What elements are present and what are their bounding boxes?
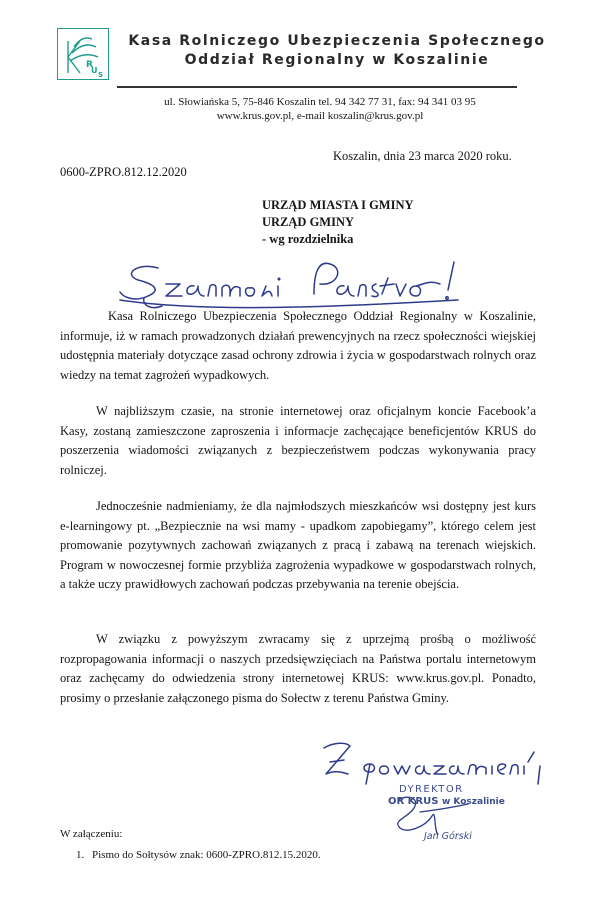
recipient-line: URZĄD GMINY	[262, 215, 355, 229]
branch-name: Oddział Regionalny w Koszalinie	[184, 52, 490, 68]
stamp-role: DYREKTOR	[399, 784, 464, 795]
attachments-list	[76, 849, 321, 861]
body-paragraph: Kasa Rolniczego Ubezpieczenia Społecznego Oddział Regionalny w Koszalinie, informuje, iż w ramach prowadzonych działań prewencyjnych na rzecz społeczności wiejskiej udostępnia materiały dotyczące zasad ochrony zdrowia i życia w gospodarstwach rolnych oraz wiedzy na temat zagrożeń wypadkowych.	[60, 309, 536, 382]
stamp-org-suffix: w Koszalinie	[441, 797, 505, 807]
contact-line: www.krus.gov.pl, e-mail koszalin@krus.gov.pl	[216, 110, 424, 122]
stamp-org-prefix: OR KRUS	[388, 796, 439, 807]
attachments-label: W załączeniu:	[60, 828, 123, 840]
reference-number: 0600-ZPRO.812.12.2020	[60, 165, 187, 179]
handwritten-closing	[320, 738, 560, 788]
svg-text:U: U	[91, 66, 98, 75]
handwritten-greeting	[118, 254, 468, 312]
svg-text:S: S	[98, 71, 104, 78]
svg-text:R: R	[86, 60, 93, 70]
list-item	[76, 849, 321, 861]
recipient-line: URZĄD MIASTA I GMINY	[262, 198, 414, 212]
director-stamp	[388, 784, 505, 808]
body-paragraph: W najbliższym czasie, na stronie internetowej oraz oficjalnym koncie Facebook’a Kasy, zostaną zamieszczone zaproszenia i informacje zachęcające beneficjentów KRUS do poszerzenia wiadomości związanych z bezpieczeństwem podczas wykonywania pracy rolniczej.	[60, 404, 536, 477]
attachment-text: Pismo do Sołtysów znak: 0600-ZPRO.812.15.2020.	[92, 849, 321, 861]
letter-date: Koszalin, dnia 23 marca 2020 roku.	[333, 149, 512, 163]
header-address	[100, 95, 540, 123]
attachment-number: 1.	[76, 849, 85, 861]
recipients-block	[262, 197, 414, 248]
header-divider	[117, 86, 517, 88]
stamp-name: Jan Górski	[424, 831, 472, 842]
body-paragraph: Jednocześnie nadmieniamy, że dla najmłodszych mieszkańców wsi dostępny jest kurs e-learningowy pt. „Bezpiecznie na wsi mamy - upadkom zapobiegamy”, którego celem jest promowanie pozytywnych zachowań związanych z pracą i zabawą na terenach wiejskich. Program w nowoczesnej formie przybliża zagrożenia wypadkowe w gospodarstwach rolnych, a także uczy prawidłowych zachowań podczas przebywania na terenie obejścia.	[60, 499, 536, 592]
body-paragraph: W związku z powyższym zwracamy się z uprzejmą prośbą o możliwość rozpropagowania informacji o naszych przedsięwzięciach na Państwa portalu internetowym oraz zachęcamy do odwiedzenia strony internetowej KRUS: www.krus.gov.pl. Ponadto, prosimy o przesłanie załączonego pisma do Sołectw z terenu Państwa Gminy.	[60, 632, 536, 705]
krus-logo-icon	[57, 28, 109, 80]
institution-name: Kasa Rolniczego Ubezpieczenia Społecznego	[128, 33, 546, 49]
stamp-organization	[388, 796, 505, 808]
recipient-line: - wg rozdzielnika	[262, 232, 354, 246]
address-line: ul. Słowiańska 5, 75-846 Koszalin tel. 94 342 77 31, fax: 94 341 03 95	[164, 96, 476, 108]
